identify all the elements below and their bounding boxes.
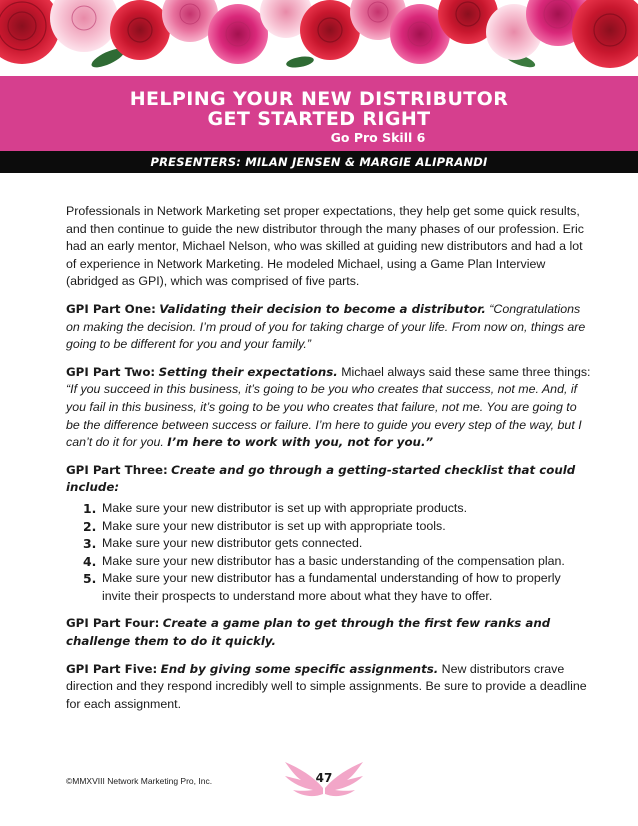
part-four-heading: Create a game plan to get through the first few ranks and challenge them to do it quickly.: [66, 616, 551, 649]
main-content: [66, 203, 591, 723]
title-band: [0, 76, 638, 151]
list-item-number: 1.: [83, 500, 97, 516]
part-four-label: GPI Part Four:: [66, 616, 160, 631]
flower-banner-image: [0, 0, 638, 76]
gpi-part-two: [66, 364, 591, 452]
gpi-part-five: [66, 661, 591, 714]
list-item-number: 5.: [83, 571, 97, 587]
gpi-part-four: [66, 615, 591, 650]
part-two-closing: I’m here to work with you, not for you.”: [167, 435, 434, 450]
list-item: [66, 535, 591, 553]
part-three-heading: Create and go through a getting-started checklist that could include:: [66, 462, 576, 495]
list-item-text: Make sure your new distributor has a fundamental understanding of how to properly invite their prospects to understand more about what they have to offer.: [102, 571, 561, 603]
list-item: [66, 518, 591, 536]
part-five-heading: End by giving some specific assignments.: [160, 661, 439, 676]
part-two-text: Michael always said these same three things:: [341, 364, 591, 379]
list-item-text: Make sure your new distributor gets connected.: [102, 536, 363, 551]
page-subtitle: Go Pro Skill 6: [330, 130, 426, 145]
list-item-text: Make sure your new distributor is set up with appropriate products.: [102, 500, 468, 515]
list-item-number: 3.: [83, 536, 97, 552]
list-item-number: 2.: [83, 518, 97, 534]
part-one-quote: “Congratulations on making the decision. I’m proud of you for taking charge of your life. From now on, things are going to be different for you and your family.”: [66, 301, 586, 352]
list-item-number: 4.: [83, 553, 97, 569]
part-one-heading: Validating their decision to become a distributor.: [159, 301, 486, 316]
part-one-label: GPI Part One:: [66, 301, 156, 316]
list-item: [66, 553, 591, 571]
intro-paragraph: Professionals in Network Marketing set proper expectations, they help get some quick results, and then continue to guide the new distributor through the many phases of our profession. Eric had an early mentor, Michael Nelson, who was skilled at guiding new distributors and had a lot of experience in Network Marketing. He modeled Michael, using a Game Plan Interview (abridged as GPI), which was comprised of five parts.: [66, 204, 584, 289]
list-item: [66, 500, 591, 518]
list-item: [66, 570, 591, 605]
presenters-band: PRESENTERS: MILAN JENSEN & MARGIE ALIPRANDI: [0, 151, 638, 173]
gpi-part-three: [66, 462, 591, 497]
page-title-line2: GET STARTED RIGHT: [207, 108, 431, 130]
part-two-label: GPI Part Two:: [66, 364, 156, 379]
page-title-line1: HELPING YOUR NEW DISTRIBUTOR: [129, 88, 509, 110]
part-five-text: New distributors crave direction and they respond incredibly well to simple assignments. Be sure to provide a deadline for each assignment.: [66, 661, 587, 711]
page-number: 47: [315, 771, 333, 785]
part-five-label: GPI Part Five:: [66, 661, 158, 676]
getting-started-checklist: [66, 500, 591, 606]
part-two-heading: Setting their expectations.: [158, 364, 338, 379]
copyright-text: ©MMXVIII Network Marketing Pro, Inc.: [66, 776, 213, 786]
list-item-text: Make sure your new distributor has a basic understanding of the compensation plan.: [102, 553, 565, 568]
part-two-quote: “If you succeed in this business, it’s going to be you who creates that success, not me. And, if you fail in this business, it’s going to be you who creates that failure, not me. You are going to be the difference between success or failure. I’m here to guide you every step of the way, but I can’t do it for you.: [66, 382, 582, 450]
gpi-part-one: [66, 301, 591, 354]
list-item-text: Make sure your new distributor is set up with appropriate tools.: [102, 518, 446, 533]
part-three-label: GPI Part Three:: [66, 462, 168, 477]
